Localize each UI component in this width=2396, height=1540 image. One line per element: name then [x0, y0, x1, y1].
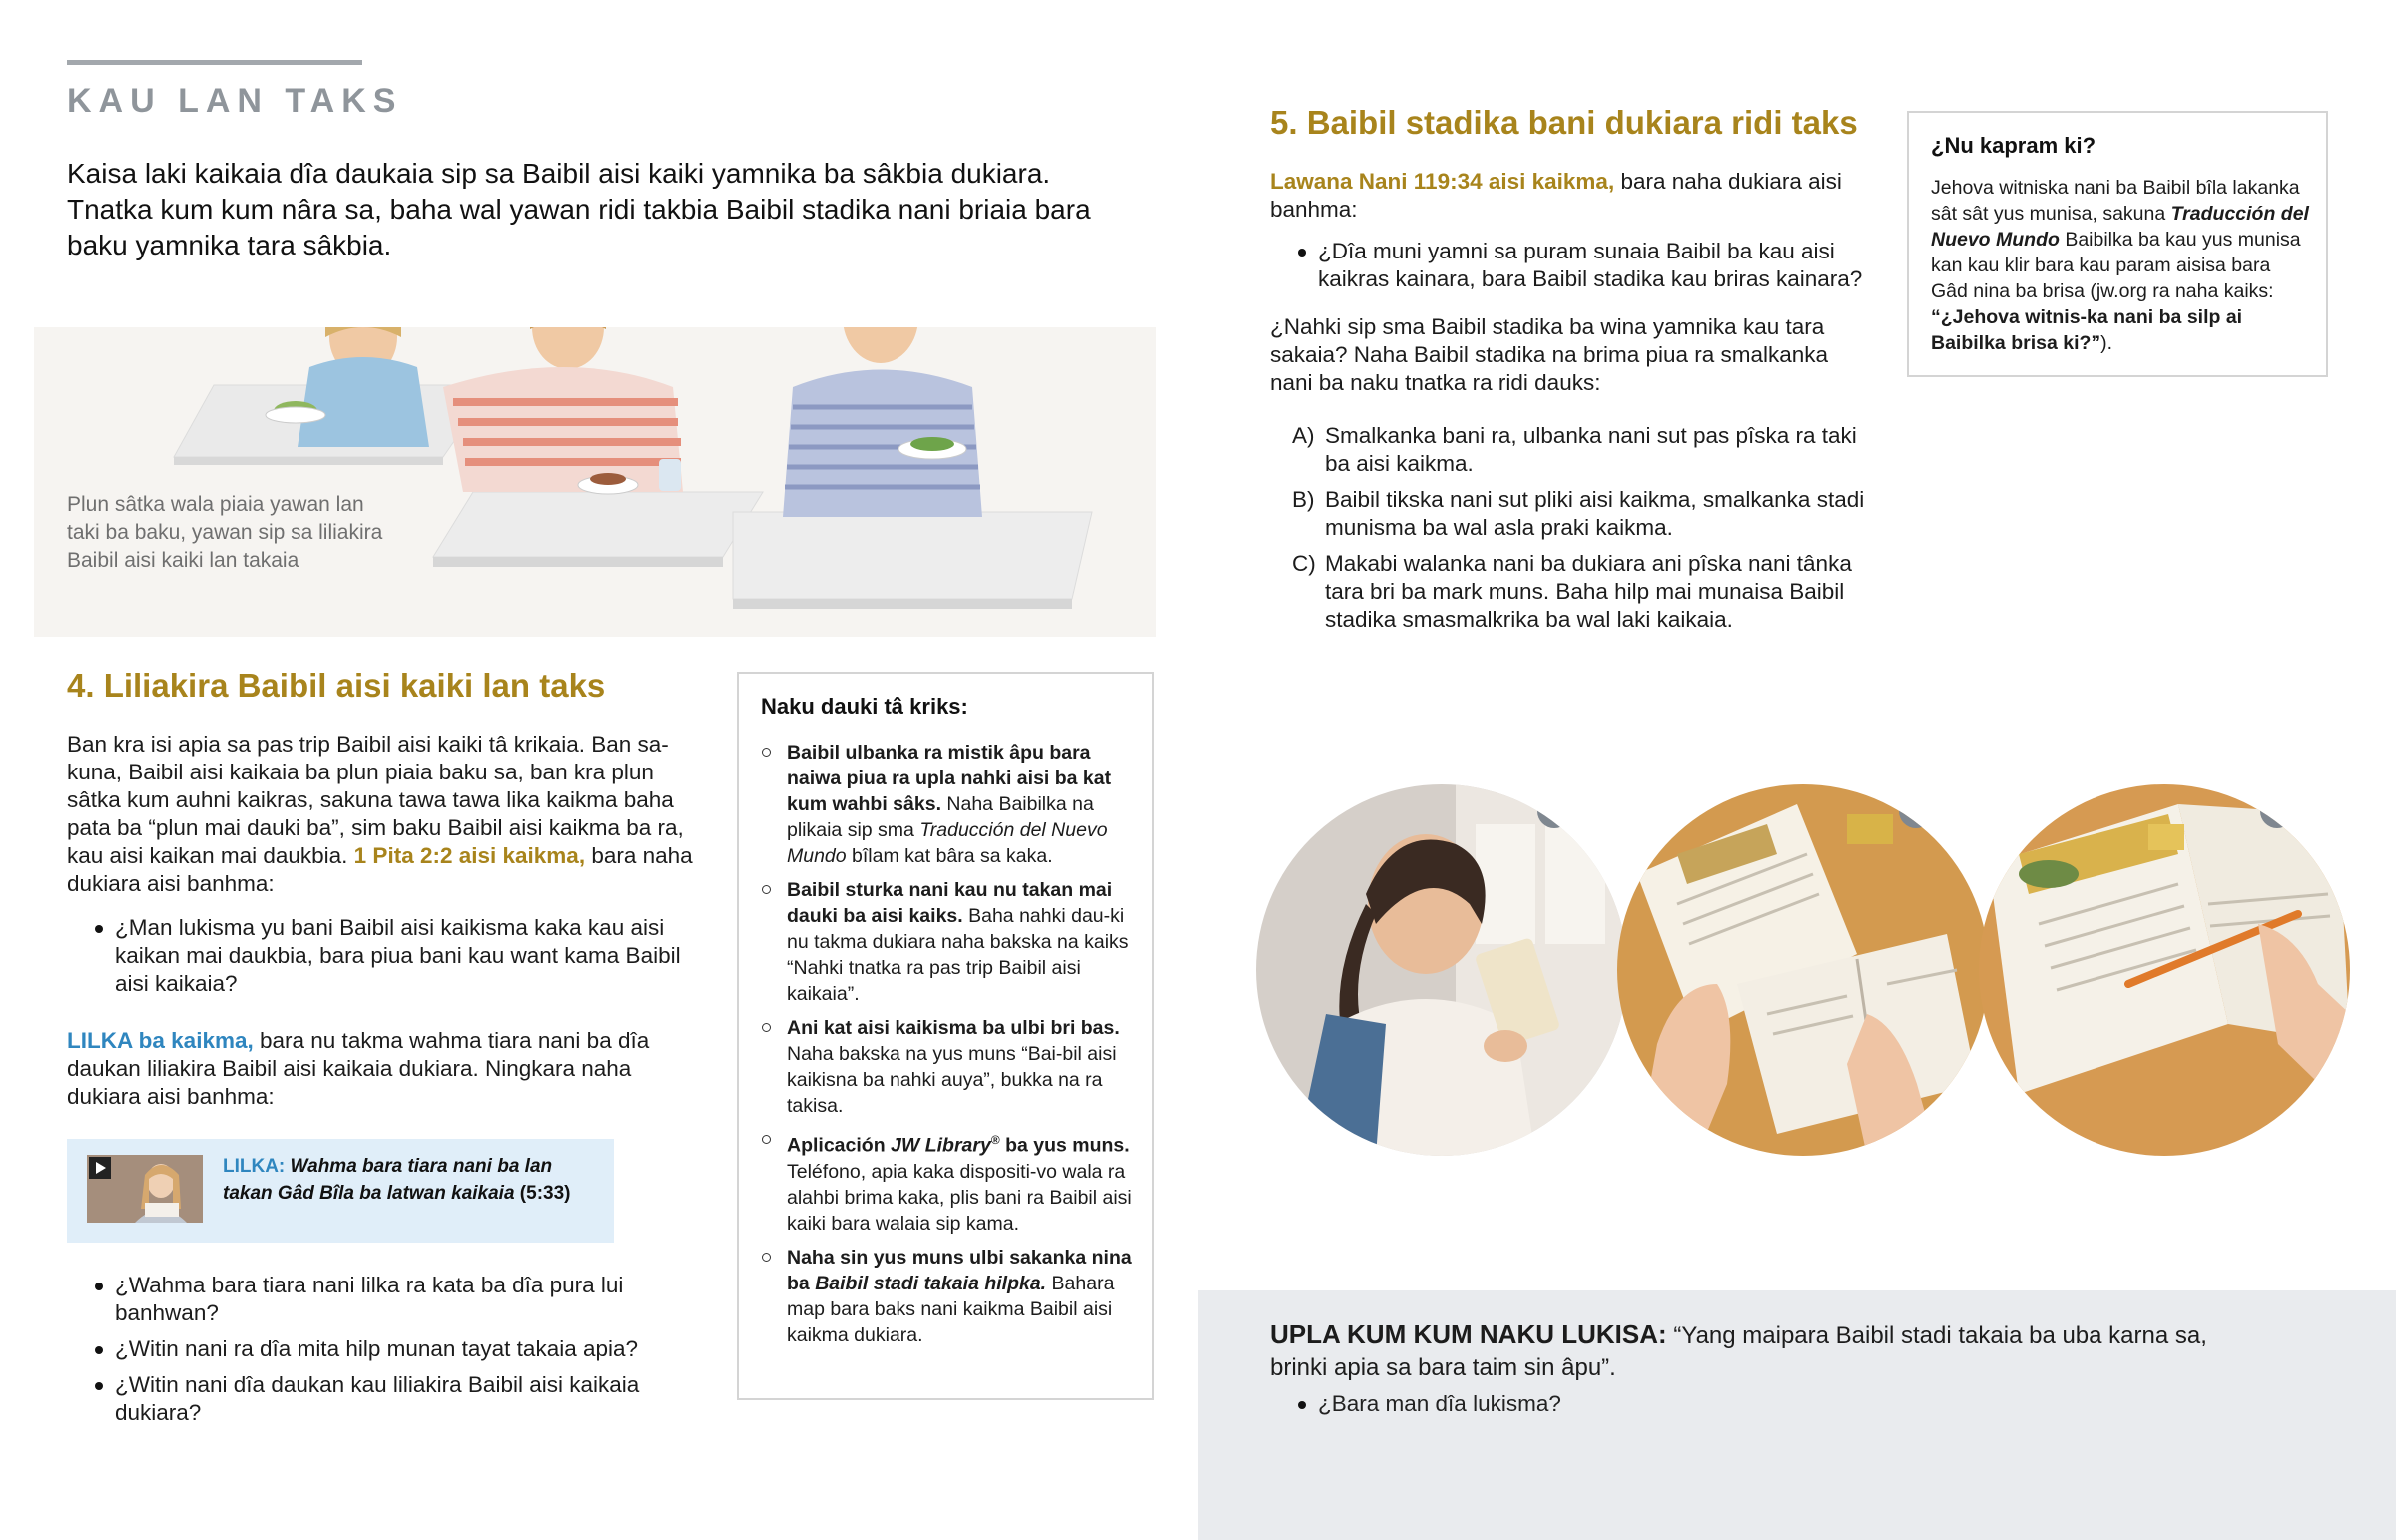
section-4-question-list	[67, 914, 706, 1006]
intro-paragraph: Kaisa laki kaikaia dîa daukaia sip sa Baibil aisi kaiki yamnika ba sâkbia dukiara. Tnatka kum kum nâra sa, baha wal yawan ridi takbia Baibil stadika nani briaia bara baku yamnika tara sâkbia.	[67, 158, 1091, 260]
question-item: ¿Dîa muni yamni sa puram sunaia Baibil ba kau aisi kaikras kainara, bara Baibil stadika kau briras kainara?	[1270, 238, 1869, 293]
badge-a: A	[1537, 794, 1571, 828]
side-box-title: ¿Nu kapram ki?	[1931, 133, 2096, 158]
book-marking-image	[1979, 784, 2350, 1156]
section-4-text-end: bara naha dukiara aisi banhma:	[67, 843, 693, 896]
tip-item: Aplicación JW Library® ba yus muns. Teléfono, apia kaka dispositi-vo wala ra alahbi brima kaka, plis bani ra Baibil aisi kaiki bara walaia sip kama.	[761, 1127, 1140, 1237]
question-item: ¿Witin nani ra dîa mita hilp munan tayat takaia apia?	[67, 1335, 706, 1363]
video-duration: (5:33)	[519, 1183, 571, 1204]
badge-c: C	[2260, 794, 2294, 828]
section-5-options	[1270, 422, 1869, 642]
lilka-text: bara nu takma wahma tiara nani ba dîa daukan liliakira Baibil aisi kaikaia dukiara. Ningkara naha dukiara aisi banhma:	[67, 1028, 650, 1109]
question-item: ¿Witin nani dîa daukan kau liliakira Baibil aisi kaikaia dukiara?	[67, 1371, 706, 1427]
bible-and-book-image	[1617, 784, 1989, 1156]
section-4-video-questions	[67, 1272, 706, 1435]
tip-item: Baibil ulbanka ra mistik âpu bara naiwa piua ra upla nahki aisi ba kat kum wahbi sâks. Naha Baibilka na plikaia sip sma Traducción del Nuevo Mundo bîlam kat bâra sa kaka.	[761, 740, 1140, 869]
side-box-text: Jehova witniska nani ba Baibil bîla lakanka sât sât yus munisa, sakuna Traducción del Nuevo Mundo Baibilka ba kau yus munisa kan kau klir bara kau param aisisa bara Gâd nina ba brisa (jw.org ra naha kaiks: “¿Jehova witnis-ka nani ba silp ai Baibilka brisa ki?”).	[1931, 177, 2309, 354]
lesson-kicker: KAU LAN TAKS	[67, 82, 403, 120]
section-5-paragraph: ¿Nahki sip sma Baibil stadika ba wina yamnika kau tara sakaia? Naha Baibil stadika na brima piua ra smalkanka nani ba naku tnatka ra ridi dauks:	[1270, 314, 1829, 395]
circle-illustration-c	[1979, 784, 2350, 1156]
top-rule	[67, 60, 362, 65]
illustration-caption: Plun sâtka wala piaia yawan lan taki ba baku, yawan sip sa liliakira Baibil aisi kaiki lan takaia	[67, 493, 383, 572]
opinion-quote: “Yang maipara Baibil stadi takaia ba uba karna sa, brinki apia sa bara taim sin âpu”.	[1270, 1322, 2207, 1381]
badge-b: B	[1899, 794, 1933, 828]
eating-boys-image	[34, 327, 1156, 637]
tips-title: Naku dauki tâ kriks:	[761, 694, 968, 719]
tip-item: Baibil sturka nani kau nu takan mai dauki ba aisi kaiks. Baha nahki dau-ki nu takma dukiara naha bakska na kaiks “Nahki tnatka ra pas trip Baibil aisi kaikaia”.	[761, 877, 1140, 1007]
video-title: Wahma bara tiara nani ba lan takan Gâd Bîla ba latwan kaikaia	[223, 1156, 553, 1204]
video-text[interactable]	[223, 1153, 602, 1207]
lilka-paragraph	[67, 1027, 706, 1111]
girl-reading-image	[1256, 784, 1627, 1156]
circle-illustration-a	[1256, 784, 1627, 1156]
scripture-link-1pita[interactable]: 1 Pita 2:2 aisi kaikma,	[353, 843, 586, 868]
section-5-body	[1270, 168, 1869, 397]
section-5-title: 5. Baibil stadika bani dukiara ridi taks	[1270, 104, 1858, 141]
opinion-label: UPLA KUM KUM NAKU LUKISA:	[1270, 1319, 1667, 1349]
question-item: ¿Wahma bara tiara nani lilka ra kata ba dîa pura lui banhwan?	[67, 1272, 706, 1327]
tips-box	[737, 672, 1154, 1400]
video-link-box[interactable]	[67, 1139, 614, 1243]
tips-list	[761, 740, 1140, 1356]
question-item: ¿Bara man dîa lukisma?	[1270, 1390, 2168, 1418]
section-4-paragraph	[67, 731, 706, 898]
section-4-text: Ban kra isi apia sa pas trip Baibil aisi kaiki tâ krikaia. Ban sa-kuna, Baibil aisi kaikaia ba plun piaia baku sa, ban kra plun sâtka kum auhni kaikras, sakuna tawa tawa lika kaikma baha pata ba “plun mai dauki ba”, sim baku Baibil aisi kaikma ba ra, kau aisi kaikan mai daukbia.	[67, 732, 684, 868]
section-5-ref-text: bara naha dukiara aisi banhma:	[1270, 169, 1842, 222]
question-item: ¿Man lukisma yu bani Baibil aisi kaikisma kaka kau aisi kaikan mai daukbia, bara piua bani kau want kama Baibil aisi kaikaia?	[67, 914, 706, 998]
opinion-text	[1270, 1318, 2228, 1384]
scripture-link-lawana[interactable]: Lawana Nani 119:34 aisi kaikma,	[1270, 169, 1615, 194]
video-thumbnail[interactable]	[87, 1155, 203, 1223]
eating-illustration	[34, 327, 1156, 637]
opinion-panel	[1198, 1290, 2396, 1540]
play-icon[interactable]	[89, 1157, 111, 1179]
option-c: C) Makabi walanka nani ba dukiara ani pîska nani tânka tara bri ba mark muns. Baha hilp mai munaisa Baibil stadika smasmalkrika ba wal laki kaikaia.	[1292, 551, 1852, 632]
option-a: A) Smalkanka bani ra, ulbanka nani sut pas pîska ra taki ba aisi kaikma.	[1292, 423, 1857, 476]
option-b: B) Baibil tikska nani sut pliki aisi kaikma, smalkanka stadi munisma ba wal asla praki kaikma.	[1292, 487, 1865, 540]
tip-item: Naha sin yus muns ulbi sakanka nina ba Baibil stadi takaia hilpka. Bahara map bara baks nani kaikma Baibil aisi kaikma dukiara.	[761, 1245, 1140, 1348]
side-box	[1907, 111, 2328, 377]
video-label: LILKA:	[223, 1156, 286, 1177]
opinion-question-list	[1270, 1390, 2168, 1426]
circle-illustration-b	[1617, 784, 1989, 1156]
tip-item: Ani kat aisi kaikisma ba ulbi bri bas. Naha bakska na yus muns “Bai-bil aisi kaikisna ba nahki auya”, bukka na ra takisa.	[761, 1015, 1140, 1119]
lilka-link[interactable]: LILKA ba kaikma,	[67, 1028, 254, 1053]
section-4-title: 4. Liliakira Baibil aisi kaiki lan taks	[67, 667, 606, 704]
